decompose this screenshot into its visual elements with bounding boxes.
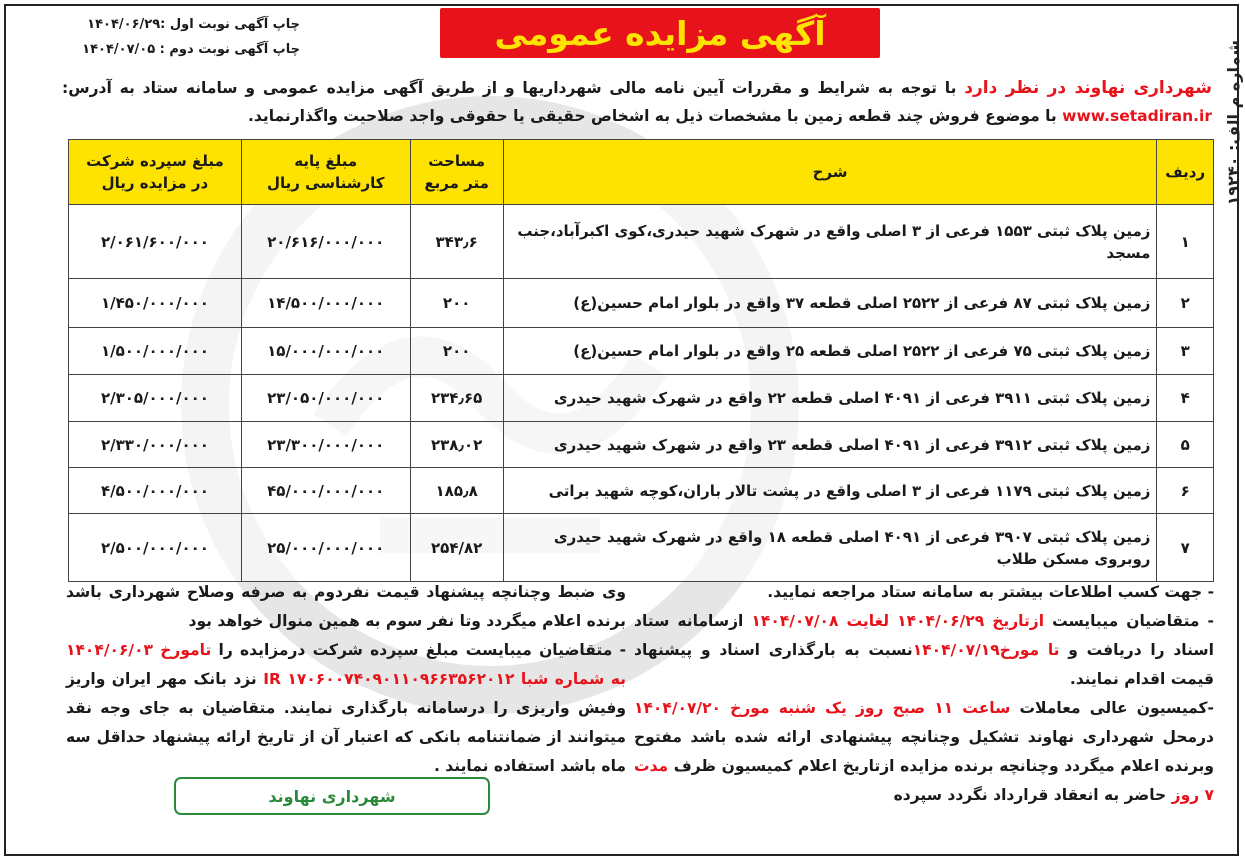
table-row (69, 205, 1214, 279)
header-deposit-line2: در مزایده ریال (101, 174, 209, 192)
table-row (69, 375, 1214, 422)
cell-deposit: ۴/۵۰۰/۰۰۰/۰۰۰ (69, 468, 242, 514)
notes-left-column (66, 578, 626, 781)
cell-row-number: ۶ (1157, 468, 1214, 514)
cell-base-price: ۲۳/۰۵۰/۰۰۰/۰۰۰ (241, 375, 410, 422)
header-deposit-line1: مبلغ سپرده شرکت (86, 152, 224, 170)
note-info-line: - جهت کسب اطلاعات بیشتر به سامانه ستاد مراجعه نمایید. (767, 583, 1214, 601)
note-documents (634, 607, 1214, 694)
land-listing-table (68, 139, 1214, 582)
table-header-row (69, 140, 1214, 205)
header (60, 6, 1210, 66)
cell-base-price: ۲۰/۶۱۶/۰۰۰/۰۰۰ (241, 205, 410, 279)
cell-deposit: ۱/۵۰۰/۰۰۰/۰۰۰ (69, 328, 242, 375)
intro-text-1: با توجه به شرایط و مقررات آیین نامه مالی شهرداریها و از طریق آگهی مزایده عمومی و سامانه ستاد به آدرس: (62, 79, 965, 97)
cell-area: ۲۰۰ (410, 279, 503, 328)
ad-title: آگهی مزایده عمومی (494, 13, 826, 53)
header-base-price (241, 140, 410, 205)
header-area-line1: مساحت (428, 152, 486, 170)
cell-row-number: ۷ (1157, 514, 1214, 582)
header-row-number: ردیف (1157, 140, 1214, 205)
cell-row-number: ۵ (1157, 422, 1214, 468)
notes-right-column (634, 578, 1214, 810)
cell-row-number: ۲ (1157, 279, 1214, 328)
signature-text: شهرداری نهاوند (268, 786, 396, 806)
cell-base-price: ۱۵/۰۰۰/۰۰۰/۰۰۰ (241, 328, 410, 375)
cell-area: ۲۳۸٫۰۲ (410, 422, 503, 468)
note-commission-datetime: ساعت ۱۱ صبح روز یک شنبه مورخ ۱۴۰۴/۰۷/۲۰ (634, 699, 1011, 717)
table-row (69, 422, 1214, 468)
cell-area: ۲۰۰ (410, 328, 503, 375)
note-forfeit: وی ضبط وچنانچه پیشنهاد قیمت نفردوم به صرفه وصلاح شهرداری باشد برنده اعلام میگردد وتا نفر سوم به همین منوال خواهد بود (66, 583, 626, 630)
cell-base-price: ۲۳/۳۰۰/۰۰۰/۰۰۰ (241, 422, 410, 468)
header-area-line2: متر مربع (424, 174, 489, 192)
cell-base-price: ۴۵/۰۰۰/۰۰۰/۰۰۰ (241, 468, 410, 514)
header-base-line2: کارشناسی ریال (266, 174, 385, 192)
cell-description: زمین پلاک ثبتی ۱۱۷۹ فرعی از ۳ اصلی واقع در پشت تالار باران،کوچه شهید براتی (503, 468, 1157, 514)
note-commission (634, 694, 1214, 810)
cell-row-number: ۳ (1157, 328, 1214, 375)
cell-deposit: ۲/۳۳۰/۰۰۰/۰۰۰ (69, 422, 242, 468)
cell-deposit: ۲/۳۰۵/۰۰۰/۰۰۰ (69, 375, 242, 422)
cell-description: زمین پلاک ثبتی ۷۵ فرعی از ۲۵۲۲ اصلی قطعه ۲۵ واقع در بلوار امام حسین(ع) (503, 328, 1157, 375)
note-documents-text-b: ازسامانه ستاد اسناد را دریافت و (634, 612, 1214, 659)
header-deposit (69, 140, 242, 205)
note-commission-duration: مدت ۷ روز (634, 757, 1214, 804)
setad-url-link[interactable]: www.setadiran.ir (1062, 107, 1212, 125)
cell-area: ۲۵۴/۸۲ (410, 514, 503, 582)
print-second-date: چاپ آگهی نوبت دوم : ۱۴۰۴/۰۷/۰۵ (82, 42, 300, 57)
signature-box (174, 777, 490, 815)
reference-number-text: شماره م الف: ۱۹۲۴۰ (1224, 40, 1243, 206)
note-commission-text-c: حاضر به انعقاد قرارداد نگردد سپرده (893, 786, 1172, 804)
note-commission-text-a: -کمیسیون عالی معاملات (1010, 699, 1214, 717)
cell-description: زمین پلاک ثبتی ۳۹۰۷ فرعی از ۴۰۹۱ اصلی قطعه ۱۸ واقع در شهرک شهید حیدری روبروی مسکن طلاب (503, 514, 1157, 582)
organization-name: شهرداری نهاوند در نظر دارد (964, 78, 1212, 98)
print-dates (70, 12, 300, 62)
note-commission-text-b: درمحل شهرداری نهاوند تشکیل وچنانچه پیشنهادی ارائه شده باشد مفتوح وبرنده اعلام میگردد وچنانچه برنده مزایده ازتاریخ اعلام کمیسیون ظرف (634, 728, 1214, 775)
note-deposit (66, 636, 626, 781)
note-deposit-sheba: تامورخ ۱۴۰۴/۰۶/۰۳ به شماره شبا IR ۱۷۰۶۰۰۷۴۰۹۰۱۱۰۹۶۶۳۵۶۲۰۱۲ (66, 641, 626, 688)
cell-row-number: ۴ (1157, 375, 1214, 422)
note-documents-deadline: تا مورخ۱۴۰۴/۰۷/۱۹ (912, 641, 1060, 659)
note-deposit-text-a: - متقاضیان میبایست مبلغ سپرده شرکت درمزایده را (211, 641, 627, 659)
ad-reference-number (1209, 40, 1243, 270)
note-documents-text-c: نسبت به بارگذاری اسناد و پیشنهاد قیمت اقدام نمایند. (634, 641, 1214, 688)
cell-area: ۲۳۴٫۶۵ (410, 375, 503, 422)
cell-row-number: ۱ (1157, 205, 1214, 279)
table-row (69, 328, 1214, 375)
table-row (69, 514, 1214, 582)
cell-description: زمین پلاک ثبتی ۸۷ فرعی از ۲۵۲۲ اصلی قطعه ۳۷ واقع در بلوار امام حسین(ع) (503, 279, 1157, 328)
cell-base-price: ۱۴/۵۰۰/۰۰۰/۰۰۰ (241, 279, 410, 328)
header-area (410, 140, 503, 205)
cell-description: زمین پلاک ثبتی ۳۹۱۱ فرعی از ۴۰۹۱ اصلی قطعه ۲۲ واقع در شهرک شهید حیدری (503, 375, 1157, 422)
cell-deposit: ۱/۴۵۰/۰۰۰/۰۰۰ (69, 279, 242, 328)
header-description: شرح (503, 140, 1157, 205)
print-first-date: چاپ آگهی نوبت اول :۱۴۰۴/۰۶/۲۹ (87, 17, 300, 32)
table-row (69, 468, 1214, 514)
note-documents-text-a: - متقاضیان میبایست (1044, 612, 1214, 630)
cell-description: زمین پلاک ثبتی ۳۹۱۲ فرعی از ۴۰۹۱ اصلی قطعه ۲۳ واقع در شهرک شهید حیدری (503, 422, 1157, 468)
title-banner (440, 8, 880, 58)
note-deposit-text-b: نزد بانک مهر ایران واریز وفیش واریزی را درسامانه بارگذاری نمایند. متقاضیان به جای وجه نقد میتوانند از ضمانتنامه بانکی که اعتبار آن از تاریخ ارائه پیشنهاد حداقل سه ماه باشد استفاده نمایند . (66, 670, 626, 775)
cell-base-price: ۲۵/۰۰۰/۰۰۰/۰۰۰ (241, 514, 410, 582)
cell-description: زمین پلاک ثبتی ۱۵۵۳ فرعی از ۳ اصلی واقع در شهرک شهید حیدری،کوی اکبرآباد،جنب مسجد (503, 205, 1157, 279)
cell-area: ۳۴۳٫۶ (410, 205, 503, 279)
cell-deposit: ۲/۵۰۰/۰۰۰/۰۰۰ (69, 514, 242, 582)
table-row (69, 279, 1214, 328)
intro-text-2: با موضوع فروش چند قطعه زمین با مشخصات ذیل به اشخاص حقیقی یا حقوقی واجد صلاحیت واگذارنماید. (248, 107, 1063, 125)
intro-paragraph (62, 74, 1212, 130)
cell-area: ۱۸۵٫۸ (410, 468, 503, 514)
cell-deposit: ۲/۰۶۱/۶۰۰/۰۰۰ (69, 205, 242, 279)
header-base-line1: مبلغ پایه (294, 152, 358, 170)
note-documents-date-range: ازتاریخ ۱۴۰۴/۰۶/۲۹ لغایت ۱۴۰۴/۰۷/۰۸ (751, 612, 1045, 630)
